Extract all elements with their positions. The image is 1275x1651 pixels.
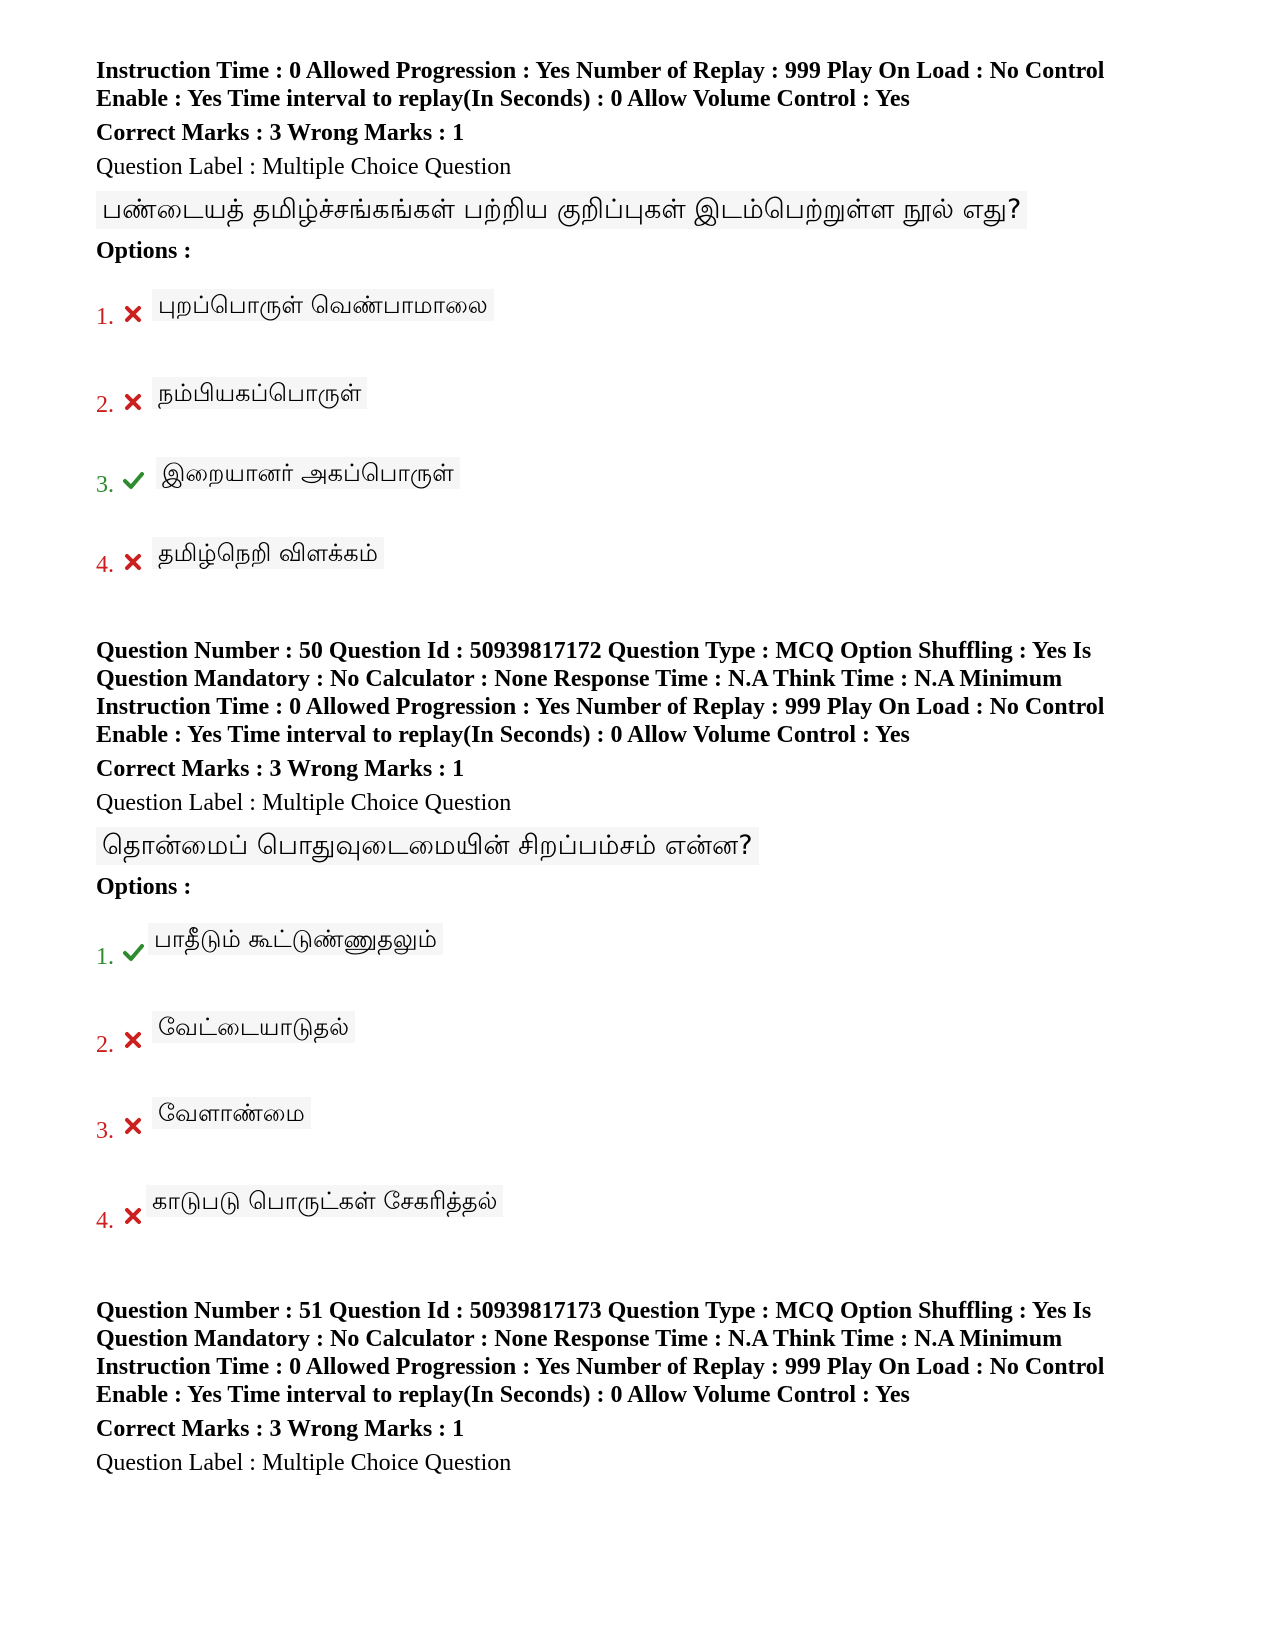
- question-label: Question Label : Multiple Choice Question: [96, 154, 512, 180]
- option-text: தமிழ்நெறி விளக்கம்: [152, 537, 384, 569]
- wrong-cross-icon: [122, 1115, 144, 1137]
- question-block-49: [96, 57, 1196, 629]
- option-text: பாதீடும் கூட்டுண்ணுதலும்: [148, 923, 443, 955]
- options-list: [96, 269, 1196, 629]
- wrong-cross-icon: [122, 303, 144, 325]
- wrong-cross-icon: [122, 391, 144, 413]
- option-text: வேளாண்மை: [152, 1097, 311, 1129]
- option-text: வேட்டையாடுதல்: [152, 1011, 355, 1043]
- question-meta-line: Instruction Time : 0 Allowed Progression : Yes Number of Replay : 999 Play On Load : No Control: [96, 694, 1105, 720]
- option-item: [96, 289, 796, 375]
- option-number: 1.: [96, 944, 114, 970]
- option-item: [96, 377, 796, 463]
- option-number: 3.: [96, 472, 114, 498]
- option-number: 4.: [96, 1208, 114, 1234]
- question-text: பண்டையத் தமிழ்ச்சங்கங்கள் பற்றிய குறிப்புகள் இடம்பெற்றுள்ள நூல் எது?: [96, 191, 1027, 229]
- option-text: நம்பியகப்பொருள்: [152, 377, 367, 409]
- option-item: [96, 1011, 796, 1097]
- question-marks: Correct Marks : 3 Wrong Marks : 1: [96, 1416, 465, 1442]
- question-block-51: [96, 1297, 1196, 1477]
- question-meta-line: Enable : Yes Time interval to replay(In Seconds) : 0 Allow Volume Control : Yes: [96, 86, 910, 112]
- option-number: 4.: [96, 552, 114, 578]
- correct-check-icon: [122, 941, 144, 963]
- option-text: இறையானர் அகப்பொருள்: [156, 457, 460, 489]
- option-item: [96, 457, 796, 543]
- option-text: புறப்பொருள் வெண்பாமாலை: [152, 289, 494, 321]
- question-meta-line: Question Number : 50 Question Id : 50939817172 Question Type : MCQ Option Shuffling : Yes Is: [96, 638, 1092, 664]
- options-title: Options :: [96, 238, 192, 264]
- option-number: 1.: [96, 304, 114, 330]
- question-meta-line: Instruction Time : 0 Allowed Progression : Yes Number of Replay : 999 Play On Load : No Control: [96, 1354, 1105, 1380]
- option-item: [96, 537, 796, 623]
- wrong-cross-icon: [122, 1205, 144, 1227]
- option-number: 2.: [96, 1032, 114, 1058]
- question-meta-line: Question Mandatory : No Calculator : None Response Time : N.A Think Time : N.A Minimum: [96, 1326, 1063, 1352]
- question-text: தொன்மைப் பொதுவுடைமையின் சிறப்பம்சம் என்ன?: [96, 827, 759, 865]
- question-meta-line: Enable : Yes Time interval to replay(In Seconds) : 0 Allow Volume Control : Yes: [96, 722, 910, 748]
- wrong-cross-icon: [122, 551, 144, 573]
- option-item: [96, 1097, 796, 1183]
- options-title: Options :: [96, 874, 192, 900]
- question-meta-line: Enable : Yes Time interval to replay(In Seconds) : 0 Allow Volume Control : Yes: [96, 1382, 910, 1408]
- question-label: Question Label : Multiple Choice Question: [96, 790, 512, 816]
- option-number: 3.: [96, 1118, 114, 1144]
- question-meta-line: Instruction Time : 0 Allowed Progression : Yes Number of Replay : 999 Play On Load : No Control: [96, 58, 1105, 84]
- option-item: [96, 923, 796, 1009]
- options-list: [96, 905, 1196, 1265]
- question-label: Question Label : Multiple Choice Question: [96, 1450, 512, 1476]
- question-marks: Correct Marks : 3 Wrong Marks : 1: [96, 756, 465, 782]
- wrong-cross-icon: [122, 1029, 144, 1051]
- option-item: [96, 1185, 796, 1271]
- option-number: 2.: [96, 392, 114, 418]
- question-meta-line: Question Number : 51 Question Id : 50939817173 Question Type : MCQ Option Shuffling : Yes Is: [96, 1298, 1092, 1324]
- question-meta-line: Question Mandatory : No Calculator : None Response Time : N.A Think Time : N.A Minimum: [96, 666, 1063, 692]
- correct-check-icon: [122, 469, 144, 491]
- question-marks: Correct Marks : 3 Wrong Marks : 1: [96, 120, 465, 146]
- option-text: காடுபடு பொருட்கள் சேகரித்தல்: [146, 1185, 503, 1217]
- question-block-50: [96, 637, 1196, 1265]
